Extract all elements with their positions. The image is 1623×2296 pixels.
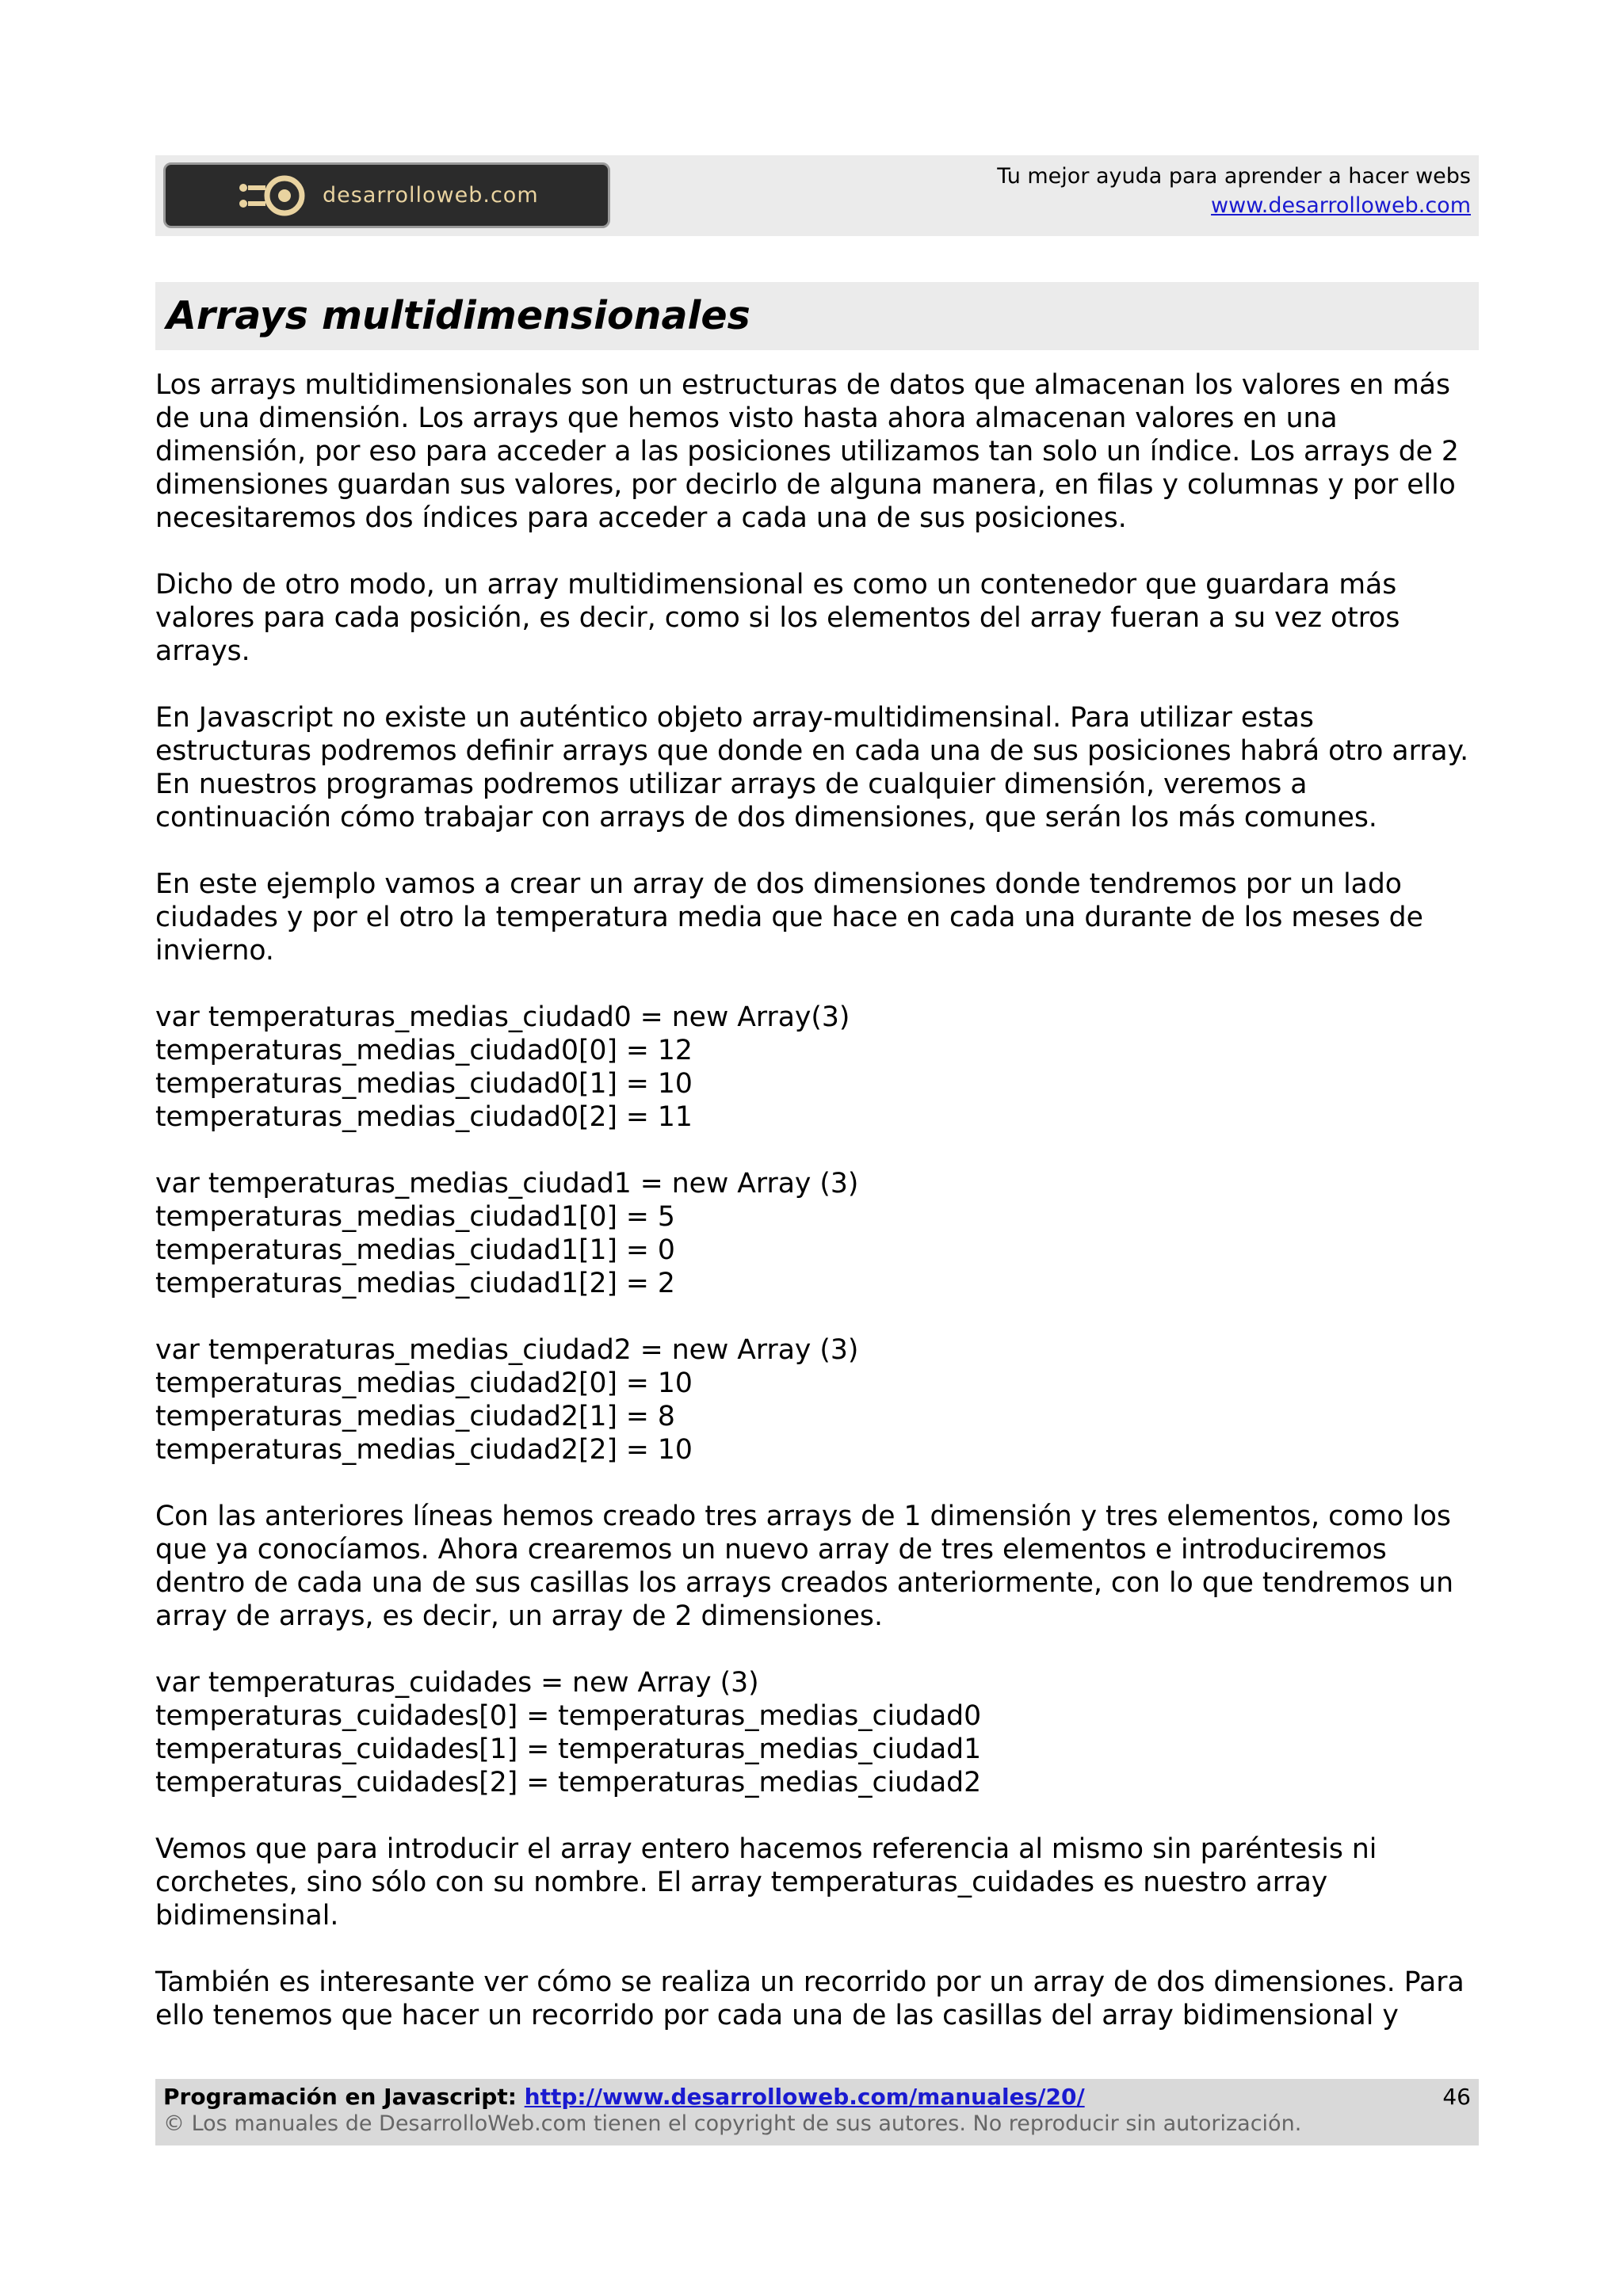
text-line: var temperaturas_cuidades = new Array (3) <box>155 1667 759 1699</box>
paragraph <box>155 1167 1487 1300</box>
text-line: temperaturas_medias_ciudad0[1] = 10 <box>155 1068 693 1100</box>
section-title: Arrays multidimensionales <box>155 282 1479 350</box>
text-line: array de arrays, es decir, un array de 2 dimensiones. <box>155 1600 883 1632</box>
text-line: valores para cada posición, es decir, como si los elementos del array fueran a su vez otros <box>155 602 1400 634</box>
text-line: necesitaremos dos índices para acceder a cada una de sus posiciones. <box>155 502 1127 534</box>
text-line: arrays. <box>155 635 250 667</box>
text-line: Con las anteriores líneas hemos creado tres arrays de 1 dimensión y tres elementos, como los <box>155 1501 1451 1532</box>
paragraph <box>155 1001 1487 1134</box>
text-line: var temperaturas_medias_ciudad0 = new Array(3) <box>155 1001 850 1033</box>
text-line: dimensión, por eso para acceder a las posiciones utilizamos tan solo un índice. Los arrays de 2 <box>155 436 1459 467</box>
text-line: temperaturas_medias_ciudad0[0] = 12 <box>155 1035 693 1066</box>
text-line: temperaturas_medias_ciudad2[0] = 10 <box>155 1367 693 1399</box>
paragraph <box>155 1500 1487 1633</box>
text-line: invierno. <box>155 935 274 967</box>
text-line: corchetes, sino sólo con su nombre. El array temperaturas_cuidades es nuestro array <box>155 1867 1328 1898</box>
text-line: dimensiones guardan sus valores, por decirlo de alguna manera, en filas y columnas y por ello <box>155 469 1456 501</box>
text-line: En nuestros programas podremos utilizar arrays de cualquier dimensión, veremos a <box>155 769 1308 800</box>
footer-manual-link[interactable]: http://www.desarrolloweb.com/manuales/20/ <box>524 2084 1085 2110</box>
text-line: var temperaturas_medias_ciudad1 = new Array (3) <box>155 1168 859 1199</box>
text-line: temperaturas_medias_ciudad1[1] = 0 <box>155 1234 675 1266</box>
site-logo[interactable] <box>163 162 610 228</box>
paragraph <box>155 701 1487 834</box>
paragraph <box>155 868 1487 967</box>
logo-text: desarrolloweb.com <box>323 183 539 208</box>
header-tagline <box>997 162 1471 220</box>
text-line: que ya conocíamos. Ahora crearemos un nuevo array de tres elementos e introduciremos <box>155 1534 1387 1566</box>
logo-mark-icon <box>237 174 308 218</box>
page-number: 46 <box>1442 2084 1471 2110</box>
paragraph <box>155 368 1487 535</box>
paragraph <box>155 568 1487 668</box>
footer-copyright: © Los manuales de DesarrolloWeb.com tienen el copyright de sus autores. No reproducir sin autorización. <box>163 2111 1302 2136</box>
text-line: temperaturas_medias_ciudad0[2] = 11 <box>155 1101 693 1133</box>
text-line: estructuras podremos definir arrays que donde en cada una de sus posiciones habrá otro array. <box>155 735 1469 767</box>
article-body <box>155 368 1487 2065</box>
text-line: También es interesante ver cómo se realiza un recorrido por un array de dos dimensiones. Para <box>155 1966 1465 1998</box>
text-line: temperaturas_cuidades[2] = temperaturas_medias_ciudad2 <box>155 1767 982 1798</box>
page-footer <box>155 2079 1479 2145</box>
footer-title-prefix: Programación en Javascript: <box>163 2084 517 2110</box>
text-line: temperaturas_medias_ciudad1[2] = 2 <box>155 1268 675 1299</box>
text-line: ciudades y por el otro la temperatura media que hace en cada una durante de los meses de <box>155 902 1423 933</box>
text-line: bidimensinal. <box>155 1900 339 1932</box>
paragraph <box>155 1833 1487 1932</box>
paragraph <box>155 1966 1487 2032</box>
page-header <box>155 155 1479 236</box>
text-line: temperaturas_medias_ciudad1[0] = 5 <box>155 1201 675 1233</box>
text-line: Vemos que para introducir el array entero hacemos referencia al mismo sin paréntesis ni <box>155 1833 1377 1865</box>
text-line: Dicho de otro modo, un array multidimensional es como un contenedor que guardara más <box>155 569 1397 601</box>
text-line: Los arrays multidimensionales son un estructuras de datos que almacenan los valores en más <box>155 369 1450 401</box>
text-line: dentro de cada una de sus casillas los arrays creados anteriormente, con lo que tendremos un <box>155 1567 1453 1599</box>
text-line: En Javascript no existe un auténtico objeto array-multidimensinal. Para utilizar estas <box>155 702 1314 734</box>
text-line: var temperaturas_medias_ciudad2 = new Array (3) <box>155 1334 859 1366</box>
text-line: temperaturas_cuidades[1] = temperaturas_medias_ciudad1 <box>155 1733 982 1765</box>
text-line: temperaturas_medias_ciudad2[2] = 10 <box>155 1434 693 1466</box>
site-url-link[interactable]: www.desarrolloweb.com <box>1211 193 1471 218</box>
tagline-text: Tu mejor ayuda para aprender a hacer webs <box>997 164 1471 189</box>
paragraph <box>155 1666 1487 1799</box>
text-line: continuación cómo trabajar con arrays de dos dimensiones, que serán los más comunes. <box>155 802 1377 833</box>
text-line: temperaturas_cuidades[0] = temperaturas_medias_ciudad0 <box>155 1700 982 1732</box>
footer-title <box>163 2084 1471 2111</box>
text-line: En este ejemplo vamos a crear un array de dos dimensiones donde tendremos por un lado <box>155 868 1402 900</box>
text-line: ello tenemos que hacer un recorrido por cada una de las casillas del array bidimensional y <box>155 2000 1399 2031</box>
text-line: temperaturas_medias_ciudad2[1] = 8 <box>155 1401 675 1432</box>
text-line: de una dimensión. Los arrays que hemos visto hasta ahora almacenan valores en una <box>155 402 1338 434</box>
paragraph <box>155 1333 1487 1466</box>
